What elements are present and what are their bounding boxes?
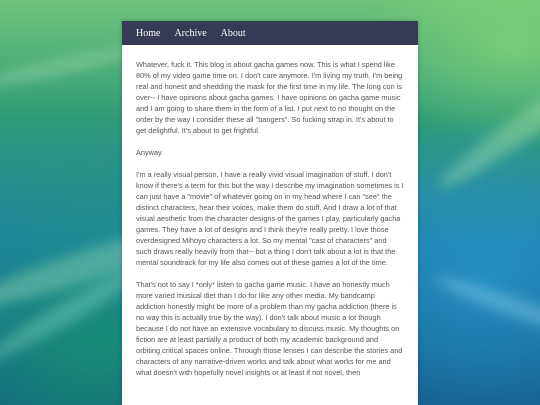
nav-about-link[interactable]: About — [220, 27, 246, 39]
post-paragraph: That's not to say I *only* listen to gacha game music. I have an honestly much more varied musical diet than I do for like any other media. My bandcamp addiction honestly might be more of a problem than my gacha addiction (there is no way this is actually true by the way). I don't talk about music a lot though because I do not have an extensive vocabulary to discuss music. My thoughts on fiction are at least partially a product of both my academic background and orbiting critical spaces online. Through those lenses I can describe the stories and characters of any narrative-driven works and talk about what works for me and what doesn't with hopefully novel insights or at least if not novel, then — [136, 280, 403, 377]
post-body — [122, 45, 418, 378]
post-paragraph: I'm a really visual person, I have a really vivid visual imagination of stuff. I don't know if there's a term for this but the way I describe my imagination sometimes is I can just have a "movie" of whatever going on in my head where I can "see" the distinct characters, hear their voices, make them do stuff. And I draw a lot of that visual aesthetic from the character designs of the games I play, particularly gacha games. They have a lot of designs and I think they're really pretty. I love those overdesigned Mihoyo characters a lot. So my mental "cast of characters" and such draws really heavily from that-- but a thing I don't talk about a lot is that the mental soundtrack for my life also comes out of these games a lot of the time. — [136, 170, 404, 267]
wallpaper-light-streak — [0, 44, 140, 91]
wallpaper-light-streak — [432, 49, 540, 196]
nav-home-link[interactable]: Home — [136, 27, 161, 39]
wallpaper-light-streak — [432, 270, 540, 348]
top-navbar — [122, 21, 418, 45]
post-paragraph: Anyway. — [136, 148, 164, 157]
nav-archive-link[interactable]: Archive — [174, 27, 207, 39]
blog-page — [122, 21, 418, 405]
post-paragraph: Whatever, fuck it. This blog is about gacha games now. This is what I spend like 80% of my video game time on. I don't care anymore. I'm living my truth. I'm being real and honest and shedding the mask for the first time in my life. The long con is over-- I have opinions about gacha games. I have opinions on gacha game music and I am going to share them in the form of a list. I put next to no thought on the order by the way I consider these all "bangers". So fucking strap in. It's about to get delightful. It's about to get frightful. — [136, 60, 403, 135]
